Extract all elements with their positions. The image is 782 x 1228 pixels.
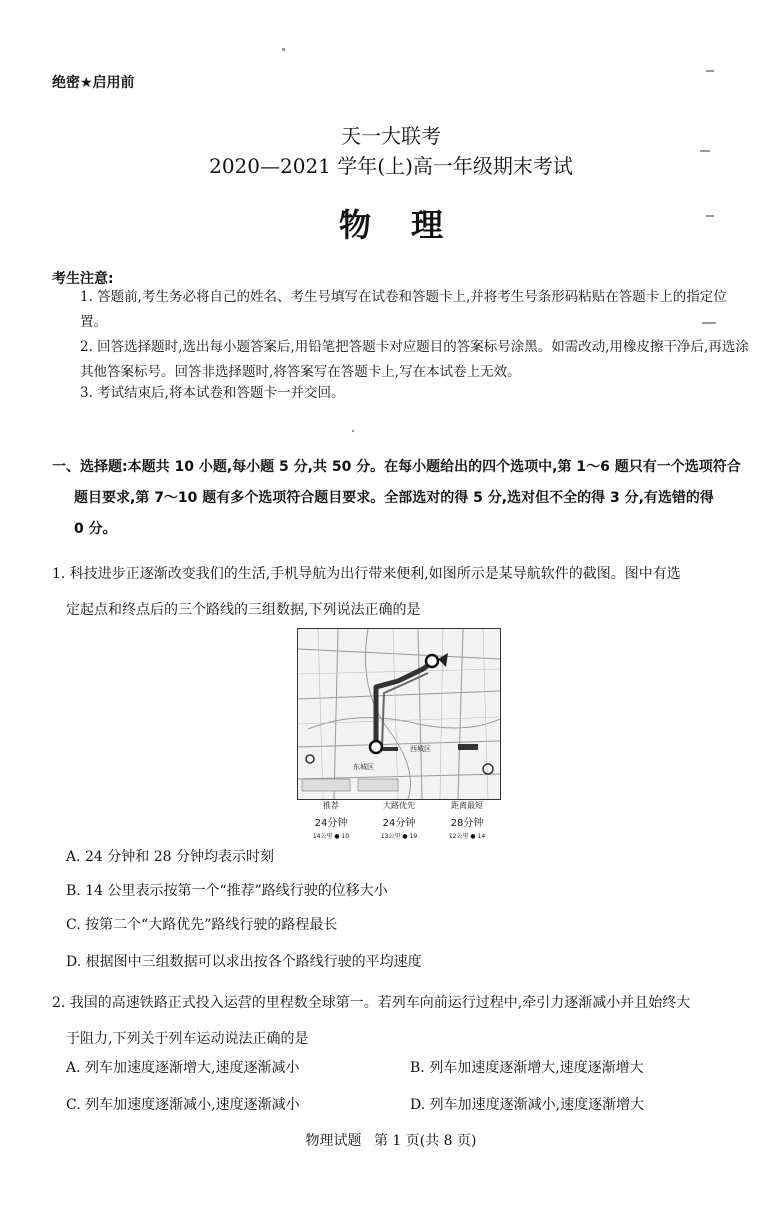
route-name: 大路优先 — [383, 801, 415, 810]
notice-item-2: 2. 回答选择题时,选出每小题答案后,用铅笔把答题卡对应题目的答案标号涂黑。如需改动,用橡皮擦干净后,再选涂其他答案标号。回答非选择题时,将答案写在答题卡上,写在本试卷上无效。 — [80, 339, 749, 380]
navigation-map-figure — [297, 628, 501, 800]
route-options-bar — [297, 798, 501, 838]
section-line-1: 一、选择题:本题共 10 小题,每小题 5 分,共 50 分。在每小题给出的四个选项中,第 1～6 题只有一个选项符合 — [52, 459, 741, 475]
question-2-stem — [52, 985, 752, 1057]
route-detail: 14公里 ● 10 — [312, 833, 350, 840]
route-option-main-roads[interactable] — [365, 798, 433, 840]
route-time: 28分钟 — [450, 818, 484, 829]
notice-item-1: 1. 答题前,考生务必将自己的姓名、考生号填写在试卷和答题卡上,并将考生号条形码粘贴在答题卡上的指定位置。 — [80, 289, 727, 330]
question-2-option-c: C. 列车加速度逐渐减小,速度逐渐减小 — [66, 1097, 300, 1113]
question-2-option-b: B. 列车加速度逐渐增大,速度逐渐增大 — [410, 1060, 644, 1076]
route-detail: 12公里 ● 14 — [448, 833, 486, 840]
route-name: 距离最短 — [451, 801, 483, 810]
question-2-line-1: 2. 我国的高速铁路正式投入运营的里程数全球第一。若列车向前运行过程中,牵引力逐渐减小并且始终大 — [52, 995, 691, 1011]
section-line-2: 题目要求,第 7～10 题有多个选项符合题目要求。全部选对的得 5 分,选对但不全的得 3 分,有选错的得 — [74, 490, 714, 506]
question-1-option-a: A. 24 分钟和 28 分钟均表示时刻 — [66, 849, 274, 865]
notice-item-3: 3. 考试结束后,将本试卷和答题卡一并交回。 — [80, 385, 345, 401]
route-time: 24分钟 — [314, 818, 348, 829]
scan-speck — [352, 430, 354, 432]
notice-heading: 考生注意: — [52, 271, 114, 287]
subject-title: 物理 — [338, 206, 483, 244]
scan-speck — [706, 70, 714, 72]
map-label-xicheng: 西城区 — [410, 745, 431, 753]
scan-speck — [706, 215, 714, 217]
question-1-line-1: 1. 科技进步正逐渐改变我们的生活,手机导航为出行带来便利,如图所示是某导航软件的截图。图中有选 — [52, 566, 681, 582]
question-1-option-d: D. 根据图中三组数据可以求出按各个路线行驶的平均速度 — [66, 954, 422, 970]
question-2-option-a: A. 列车加速度逐渐增大,速度逐渐减小 — [66, 1060, 300, 1076]
section-line-3: 0 分。 — [74, 521, 117, 537]
route-option-shortest[interactable] — [433, 798, 501, 840]
footer-subject: 物理试题 — [305, 1133, 362, 1149]
map-label-dongcheng: 东城区 — [353, 763, 374, 771]
route-time: 24分钟 — [382, 818, 416, 829]
page-footer — [0, 1130, 782, 1150]
scan-speck — [282, 48, 285, 51]
scan-speck — [700, 150, 710, 152]
exam-title: 2020—2021 学年(上)高一年级期末考试 — [209, 154, 573, 178]
question-1-option-b: B. 14 公里表示按第一个“推荐”路线行驶的位移大小 — [66, 883, 388, 899]
map-graphic — [298, 629, 500, 799]
exam-organizer-title: 天一大联考 — [341, 124, 441, 148]
question-1-option-c: C. 按第二个“大路优先”路线行驶的路程最长 — [66, 917, 338, 933]
question-1-stem — [52, 556, 752, 628]
footer-page-number: 第 1 页(共 8 页) — [373, 1133, 477, 1149]
question-2-option-d: D. 列车加速度逐渐减小,速度逐渐增大 — [410, 1097, 645, 1113]
question-1-line-2: 定起点和终点后的三个路线的三组数据,下列说法正确的是 — [66, 602, 421, 618]
route-name: 推荐 — [323, 801, 339, 810]
route-option-recommended[interactable] — [297, 798, 365, 840]
question-2-line-2: 于阻力,下列关于列车运动说法正确的是 — [66, 1031, 309, 1047]
confidential-mark: 绝密★启用前 — [52, 75, 135, 91]
route-detail: 13公里 ● 19 — [380, 833, 418, 840]
section-instructions — [52, 452, 752, 545]
scan-speck — [702, 322, 716, 324]
